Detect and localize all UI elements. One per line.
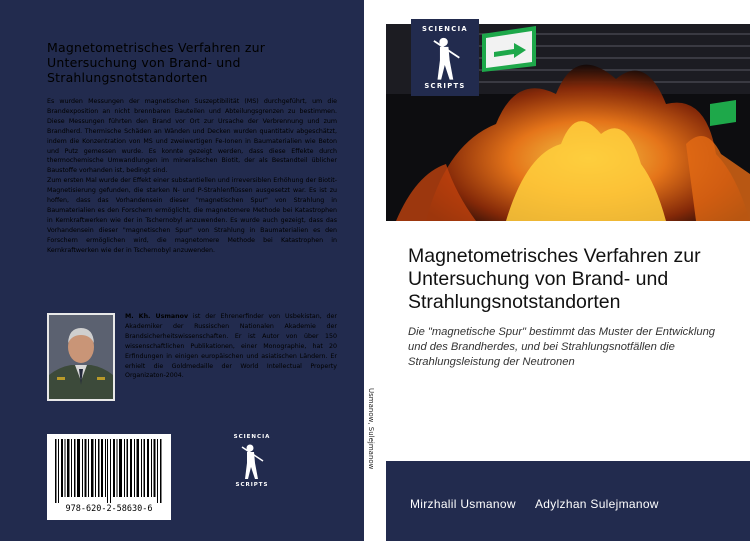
front-title: Magnetometrisches Verfahren zur Untersuchung von Brand- und Strahlungsnotstandorten <box>408 245 701 313</box>
barcode <box>47 434 171 520</box>
bio-text: ist der Ehrenerfinder von Usbekistan, der Akademiker der Russischen Nationalen Akademie der Brandsicherheitswissenschaften. Er ist Autor von über 150 wissenschaftlichen Publikationen, einer Monographie, hat 20 Erfindungen in einigen europäischen und asiatischen Ländern. Er erhielt die Goldmedaille der World Intellectual Property Organizaton-2004. <box>125 313 337 380</box>
publisher-logo-back <box>223 432 281 494</box>
barcode-icon <box>53 439 165 503</box>
isbn-number: 978-620-2-58630-6 <box>65 504 153 514</box>
back-blurb <box>47 97 337 256</box>
back-title: Magnetometrisches Verfahren zur Untersuchung von Brand- und Strahlungsnotstandorten <box>47 40 266 85</box>
publisher-logo-front <box>411 19 479 96</box>
blurb-paragraph-2: Zum ersten Mal wurde der Effekt einer substantiellen und irreversiblen Erhöhung der Biotit-Magnetisierung gefunden, die starken N- und P-Strahlenflüssen ausgesetzt war. Es ist zu hoffen, dass das Vorhandensein dieser "magnetischen Spur" von Strahlung in Baumaterialien es den Forschern ermöglicht, die magnetomere Methode bei Katastrophen in Kernkraftwerken wie der in Tschernobyl anzuwenden. Es wurde auch gezeigt, dass das Vorhandensein dieser "magnetischen Spur" von Strahlung in Baumaterialien es den Forschern ermöglichen wird, die magnetomere Methode bei Katastrophen in Kernkraftwerken wie der in Tschernobyl anzuwenden. <box>47 177 337 254</box>
author-bio <box>125 312 337 381</box>
logo-name-bottom: SCRIPTS <box>424 82 466 90</box>
publisher-name-bottom: SCRIPTS <box>235 482 269 488</box>
front-subtitle: Die "magnetische Spur" bestimmt das Muster der Entwicklung und des Brandherdes, und bei Strahlungsnotfällen die Strahlungsleistung der Neutronen <box>408 326 716 368</box>
author-1: Mirzhalil Usmanow <box>410 497 516 511</box>
scientist-logo-icon <box>240 443 264 481</box>
author-2: Adylzhan Sulejmanow <box>535 497 659 511</box>
blurb-paragraph-1: Es wurden Messungen der magnetischen Suszeptibilität (MS) durchgeführt, um die Brandexposition an nicht brennbaren Bauteilen und Abteilungsgrenzen zu bestimmen. Diese Messungen führten den Brand vor Ort zur Ursache der Verbrennung und zum Brandherd. Thermische Schäden an Wänden und Decken wurden quantitativ abgeschätzt, indem die Konzentration von MS und zweiwertigen Fe-Ionen in Baumaterialien wie Beton und Putz gemessen wurde. Es konnte gezeigt werden, dass diese Effekte durch thermochemische Umwandlungen im mineralischen Biotit, der als Bestandteil üblicher Baustoffe vorhanden ist, bedingt sind. <box>47 98 337 175</box>
spine-authors: Usmanow, Sulejmanow <box>367 388 375 470</box>
logo-name-top: SCIENCIA <box>422 25 468 33</box>
scientist-logo-icon <box>431 36 461 82</box>
bio-name: M. Kh. Usmanov <box>125 313 189 320</box>
author-photo <box>47 313 115 401</box>
publisher-name-top: SCIENCIA <box>233 434 271 440</box>
